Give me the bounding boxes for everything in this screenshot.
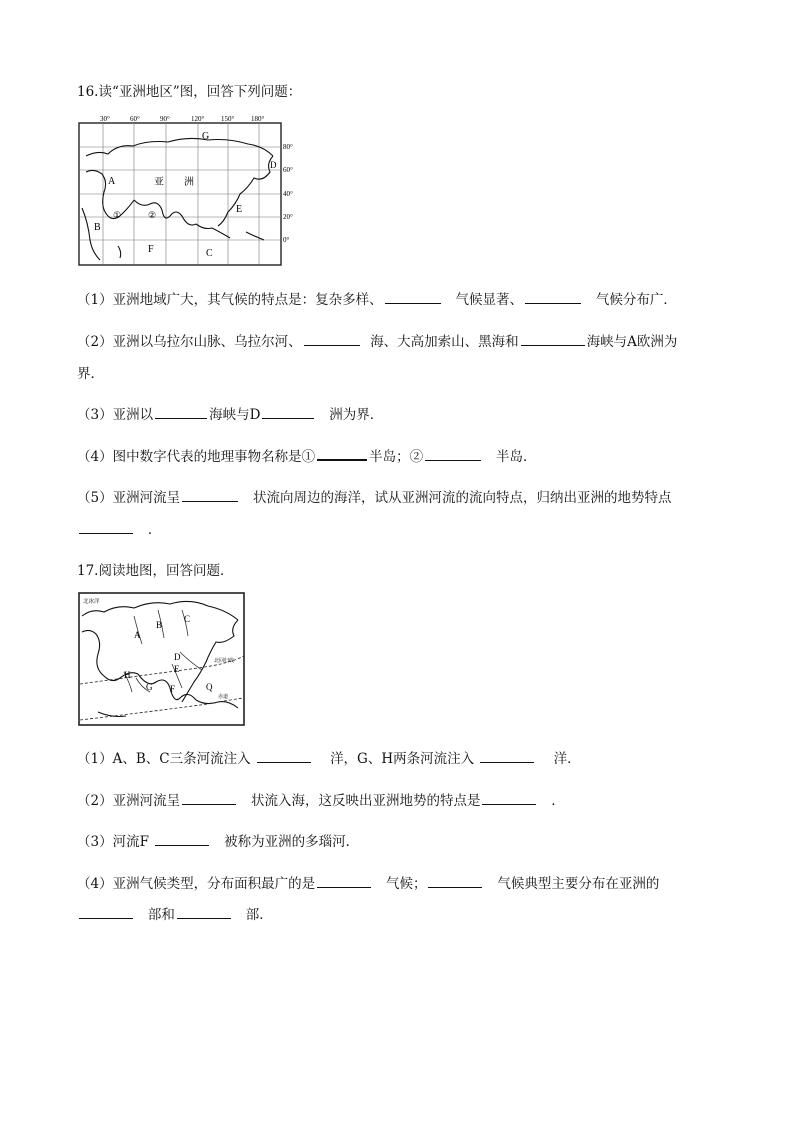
answer-blank[interactable]	[182, 489, 238, 502]
map-mark-1: ①	[113, 210, 122, 220]
answer-blank[interactable]	[257, 750, 311, 763]
map-label-d: D	[270, 160, 277, 170]
map-label-q: Q	[206, 682, 213, 692]
map-mark-2: ②	[148, 210, 157, 220]
lon-label: 90°	[160, 115, 170, 123]
map-label-e: E	[174, 664, 180, 674]
q16-sub5: （5）亚洲河流呈 状流向周边的海洋，试从亚洲河流的流向特点，归纳出亚洲的地势特点	[77, 490, 672, 506]
q17-sub4: （4）亚洲气候类型，分布面积最广的是 气候； 气候典型主要分布在亚洲的	[77, 876, 660, 892]
map-label-f: F	[170, 684, 176, 694]
lon-label: 180°	[251, 115, 265, 123]
map-label-f: F	[148, 244, 154, 255]
lon-label: 30°	[100, 115, 110, 123]
answer-blank[interactable]	[385, 291, 441, 304]
answer-blank[interactable]	[317, 447, 367, 461]
map-label-a: A	[134, 630, 141, 640]
map-label-a: A	[108, 176, 116, 187]
asia-grid-map	[78, 112, 300, 268]
asia-river-map	[78, 592, 246, 727]
lat-label: 20°	[283, 213, 293, 221]
answer-blank[interactable]	[79, 906, 133, 919]
answer-blank[interactable]	[155, 833, 209, 846]
q17-sub1: （1）A、B、C三条河流注入 洋，G、H两条河流注入 洋．	[77, 751, 581, 767]
lat-label: 80°	[283, 143, 293, 151]
answer-blank[interactable]	[177, 906, 231, 919]
answer-blank[interactable]	[480, 750, 534, 763]
map-label-b: B	[156, 620, 163, 630]
answer-blank[interactable]	[155, 406, 207, 419]
answer-blank[interactable]	[304, 333, 360, 346]
q16-sub2: （2）亚洲以乌拉尔山脉、乌拉尔河、 海、大高加索山、黑海和 海峡与A欧洲为	[77, 334, 678, 350]
map-label-zhou: 洲	[184, 177, 194, 188]
map-small-label: 赤道	[218, 695, 229, 700]
answer-blank[interactable]	[262, 406, 314, 419]
map-small-label: 北冰洋	[83, 599, 100, 605]
q16-sub4: （4）图中数字代表的地理事物名称是① 半岛；② 半岛．	[77, 449, 537, 465]
q16-sub2-cont: 界．	[77, 366, 104, 382]
q17-title: 17.阅读地图，回答问题．	[77, 563, 234, 579]
answer-blank[interactable]	[428, 875, 482, 888]
map-label-b: B	[94, 222, 101, 233]
q16-sub3: （3）亚洲以 海峡与D 洲为界．	[77, 407, 384, 423]
lat-label: 40°	[283, 190, 293, 198]
q16-sub1: （1）亚洲地域广大，其气候的特点是：复杂多样、 气候显著、 气候分布广．	[77, 292, 677, 308]
answer-blank[interactable]	[525, 291, 581, 304]
answer-blank[interactable]	[425, 448, 481, 461]
lon-label: 150°	[221, 115, 235, 123]
map-label-h: H	[124, 670, 131, 680]
q17-sub3: （3）河流F 被称为亚洲的多瑙河．	[77, 834, 360, 850]
lon-label: 60°	[130, 115, 140, 123]
answer-blank[interactable]	[182, 792, 236, 805]
map-label-d: D	[174, 652, 181, 662]
map-label-c: C	[206, 248, 213, 259]
map-label-e: E	[236, 204, 243, 215]
map-label-c: C	[184, 614, 191, 624]
map-label-g: G	[202, 131, 210, 142]
answer-blank[interactable]	[521, 333, 585, 346]
q17-sub4-cont: 部和 部．	[77, 906, 273, 923]
map-label-ya: 亚	[154, 177, 164, 188]
map-label-g: G	[146, 682, 153, 692]
q16-sub5-cont: ．	[77, 521, 161, 538]
map-small-label: 北回归线	[214, 659, 235, 664]
answer-blank[interactable]	[317, 875, 371, 888]
lat-label: 60°	[283, 166, 293, 174]
q16-title: 16.读“亚洲地区”图，回答下列问题：	[77, 84, 302, 100]
answer-blank[interactable]	[482, 792, 536, 805]
lon-label: 120°	[191, 115, 205, 123]
answer-blank[interactable]	[79, 521, 133, 534]
lat-label: 0°	[283, 236, 290, 244]
q17-sub2: （2）亚洲河流呈 状流入海，这反映出亚洲地势的特点是 ．	[77, 793, 565, 809]
